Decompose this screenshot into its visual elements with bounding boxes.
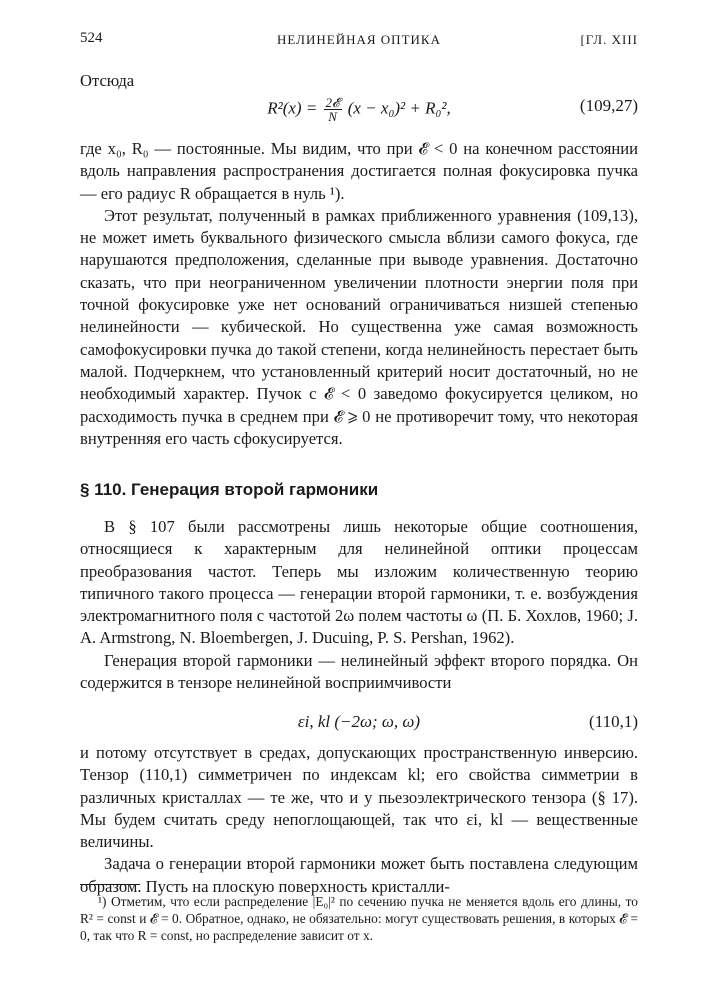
body-text-middle xyxy=(80,516,638,694)
footnote-text: ¹) Отметим, что если распределение |E₀|² по сечению пучка не меняется вдоль его длины, то R² = const и 𝓔 = 0. Обратное, однако, не обязательно: могут существовать решения, в которых 𝓔 = 0, так что R = const, но распределение зависит от x. xyxy=(80,894,638,943)
page-number: 524 xyxy=(80,30,103,46)
paragraph: Задача о генерации второй гармоники может быть поставлена следующим образом. Пусть на плоскую поверхность кристалли- xyxy=(80,854,638,896)
equation-lhs: R²(x) = xyxy=(267,98,318,118)
fraction-denominator: N xyxy=(328,109,337,124)
body-text-top xyxy=(80,138,638,450)
equation-body xyxy=(80,96,638,123)
equation-110-1 xyxy=(80,712,638,738)
equation-109-27 xyxy=(80,96,638,122)
paragraph: Генерация второй гармоники — нелинейный эффект второго порядка. Он содержится в тензоре нелинейной восприимчивости xyxy=(80,650,638,693)
fraction-numerator: 2𝓔 xyxy=(325,95,340,110)
equation-body: εi, kl (−2ω; ω, ω) xyxy=(297,712,421,731)
paragraph: В § 107 были рассмотрены лишь некоторые общие соотношения, относящиеся к характерным для нелинейной оптики процессам преобразования частот. Теперь мы изложим количественную теорию типичного такого процесса — генерации второй гармоники, т. е. возбуждения электромагнитного поля с частотой 2ω полем частоты ω (П. Б. Хохлов, 1960; J. A. Armstrong, N. Bloembergen, J. Ducuing, P. S. Pershan, 1962). xyxy=(80,517,638,648)
paragraph: Этот результат, полученный в рамках приближенного уравнения (109,13), не может иметь буквального физического смысла вблизи самого фокуса, где нарушаются предположения, сделанные при выводе уравнения. Достаточно сказать, что при неограниченном увеличении плотности энергии поля при точной фокусировке уже нет оснований ограничиваться низшей степенью нелинейности — кубической. Но существенна уже самая возможность самофокусировки пучка до такой степени, когда нелинейность перестает быть малой. Подчеркнем, что установленный критерий носит достаточный, но не необходимый характер. Пучок с 𝓔 < 0 заведомо фокусируется целиком, но расходимость пучка в среднем при 𝓔 ⩾ 0 не противоречит тому, что некоторая внутренняя его часть сфокусируется. xyxy=(80,205,638,448)
footnote-divider xyxy=(80,884,140,885)
section-heading: § 110. Генерация второй гармоники xyxy=(80,480,379,499)
running-title: НЕЛИНЕЙНАЯ ОПТИКА xyxy=(277,32,441,47)
equation-number: (110,1) xyxy=(589,712,638,731)
body-text-bottom xyxy=(80,742,638,898)
chapter-label: [ГЛ. XIII xyxy=(580,32,638,47)
paragraph: и потому отсутствует в средах, допускающих пространственную инверсию. Тензор (110,1) симметричен по индексам kl; его свойства симметрии в различных кристаллах — те же, что и у пьезоэлектрического тензора (§ 17). Мы будем считать среду непоглощающей, так что εi, kl — вещественные величины. xyxy=(80,743,638,852)
paragraph: где x₀, R₀ — постоянные. Мы видим, что при 𝓔 < 0 на конечном расстоянии вдоль направления распространения достигается полная фокусировка пучка — его радиус R обращается в нуль ¹). xyxy=(80,139,638,203)
footnote xyxy=(80,893,638,944)
equation-number: (109,27) xyxy=(579,96,638,115)
intro-text xyxy=(80,70,638,92)
intro-word: Отсюда xyxy=(80,71,135,90)
equation-rhs: (x − x₀)² + R₀², xyxy=(347,98,451,118)
equation-fraction xyxy=(324,96,342,123)
page-header xyxy=(80,30,638,50)
